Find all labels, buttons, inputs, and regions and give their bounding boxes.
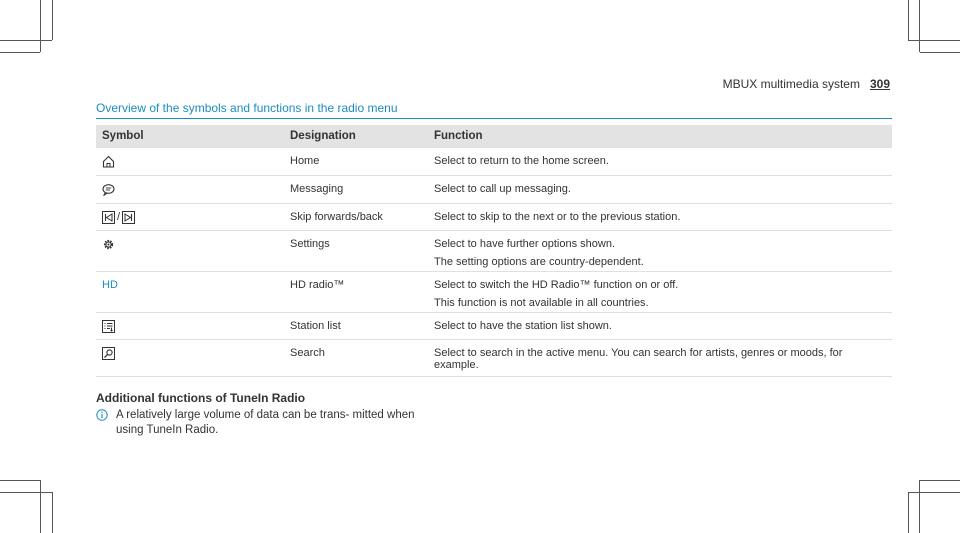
crop-mark	[908, 0, 909, 40]
function-cell	[428, 230, 892, 271]
additional-functions-title: Additional functions of TuneIn Radio	[96, 391, 306, 405]
symbols-table	[96, 125, 892, 377]
table-row	[96, 312, 892, 339]
home-icon	[102, 155, 115, 168]
crop-mark	[40, 0, 41, 52]
crop-mark	[908, 40, 960, 41]
crop-mark	[920, 480, 960, 481]
crop-mark	[919, 0, 920, 52]
symbol-cell	[96, 230, 284, 271]
skip-back-icon	[102, 211, 115, 224]
gear-icon	[102, 238, 115, 251]
crop-mark	[919, 480, 920, 533]
designation-cell: Skip forwards/back	[284, 203, 428, 230]
crop-mark	[908, 492, 909, 533]
crop-mark	[0, 40, 52, 41]
search-icon	[102, 347, 115, 360]
title-rule	[96, 118, 892, 119]
function-note: This function is not available in all countries.	[434, 296, 649, 309]
function-cell: Select to return to the home screen.	[428, 147, 892, 175]
table-row	[96, 271, 892, 312]
page-number: 309	[869, 77, 890, 91]
table-row	[96, 230, 892, 271]
crop-mark	[40, 480, 41, 533]
crop-mark	[0, 52, 40, 53]
table-row	[96, 147, 892, 175]
designation-cell: Settings	[284, 230, 428, 271]
page-header	[723, 77, 890, 91]
symbol-cell	[96, 339, 284, 376]
table-row	[96, 203, 892, 230]
symbol-cell	[96, 147, 284, 175]
crop-mark	[52, 0, 53, 40]
skip-forward-icon	[122, 211, 135, 224]
crop-mark	[52, 492, 53, 533]
section-title: Overview of the symbols and functions in the radio menu	[96, 101, 398, 115]
table-row	[96, 339, 892, 376]
symbol-cell	[96, 312, 284, 339]
column-header-function: Function	[428, 125, 892, 147]
function-text: Select to switch the HD Radio™ function on or off.	[434, 278, 679, 291]
designation-cell: Station list	[284, 312, 428, 339]
symbol-separator: /	[117, 210, 121, 223]
table-row	[96, 175, 892, 203]
chapter-title: MBUX multimedia system	[722, 77, 860, 91]
function-cell	[428, 271, 892, 312]
function-note: The setting options are country-dependent.	[434, 255, 644, 268]
station-list-icon	[102, 320, 115, 333]
hd-symbol: HD	[96, 271, 284, 312]
designation-cell: Messaging	[284, 175, 428, 203]
column-header-symbol: Symbol	[96, 125, 284, 147]
messaging-icon	[102, 183, 115, 196]
crop-mark	[920, 52, 960, 53]
designation-cell: Search	[284, 339, 428, 376]
symbol-cell	[96, 203, 284, 230]
function-cell: Select to have the station list shown.	[428, 312, 892, 339]
designation-cell: Home	[284, 147, 428, 175]
designation-cell: HD radio™	[284, 271, 428, 312]
crop-mark	[908, 492, 960, 493]
symbol-cell	[96, 175, 284, 203]
function-cell: Select to skip to the next or to the previous station.	[428, 203, 892, 230]
crop-mark	[0, 480, 40, 481]
info-icon	[96, 409, 108, 421]
crop-mark	[0, 492, 52, 493]
function-cell: Select to call up messaging.	[428, 175, 892, 203]
function-cell: Select to search in the active menu. You can search for artists, genres or moods, for example.	[428, 339, 892, 376]
function-text: Select to have further options shown.	[434, 237, 615, 250]
table-header-row	[96, 125, 892, 147]
info-note-text: A relatively large volume of data can be trans- mitted when using TuneIn Radio.	[116, 409, 415, 436]
column-header-designation: Designation	[284, 125, 428, 147]
